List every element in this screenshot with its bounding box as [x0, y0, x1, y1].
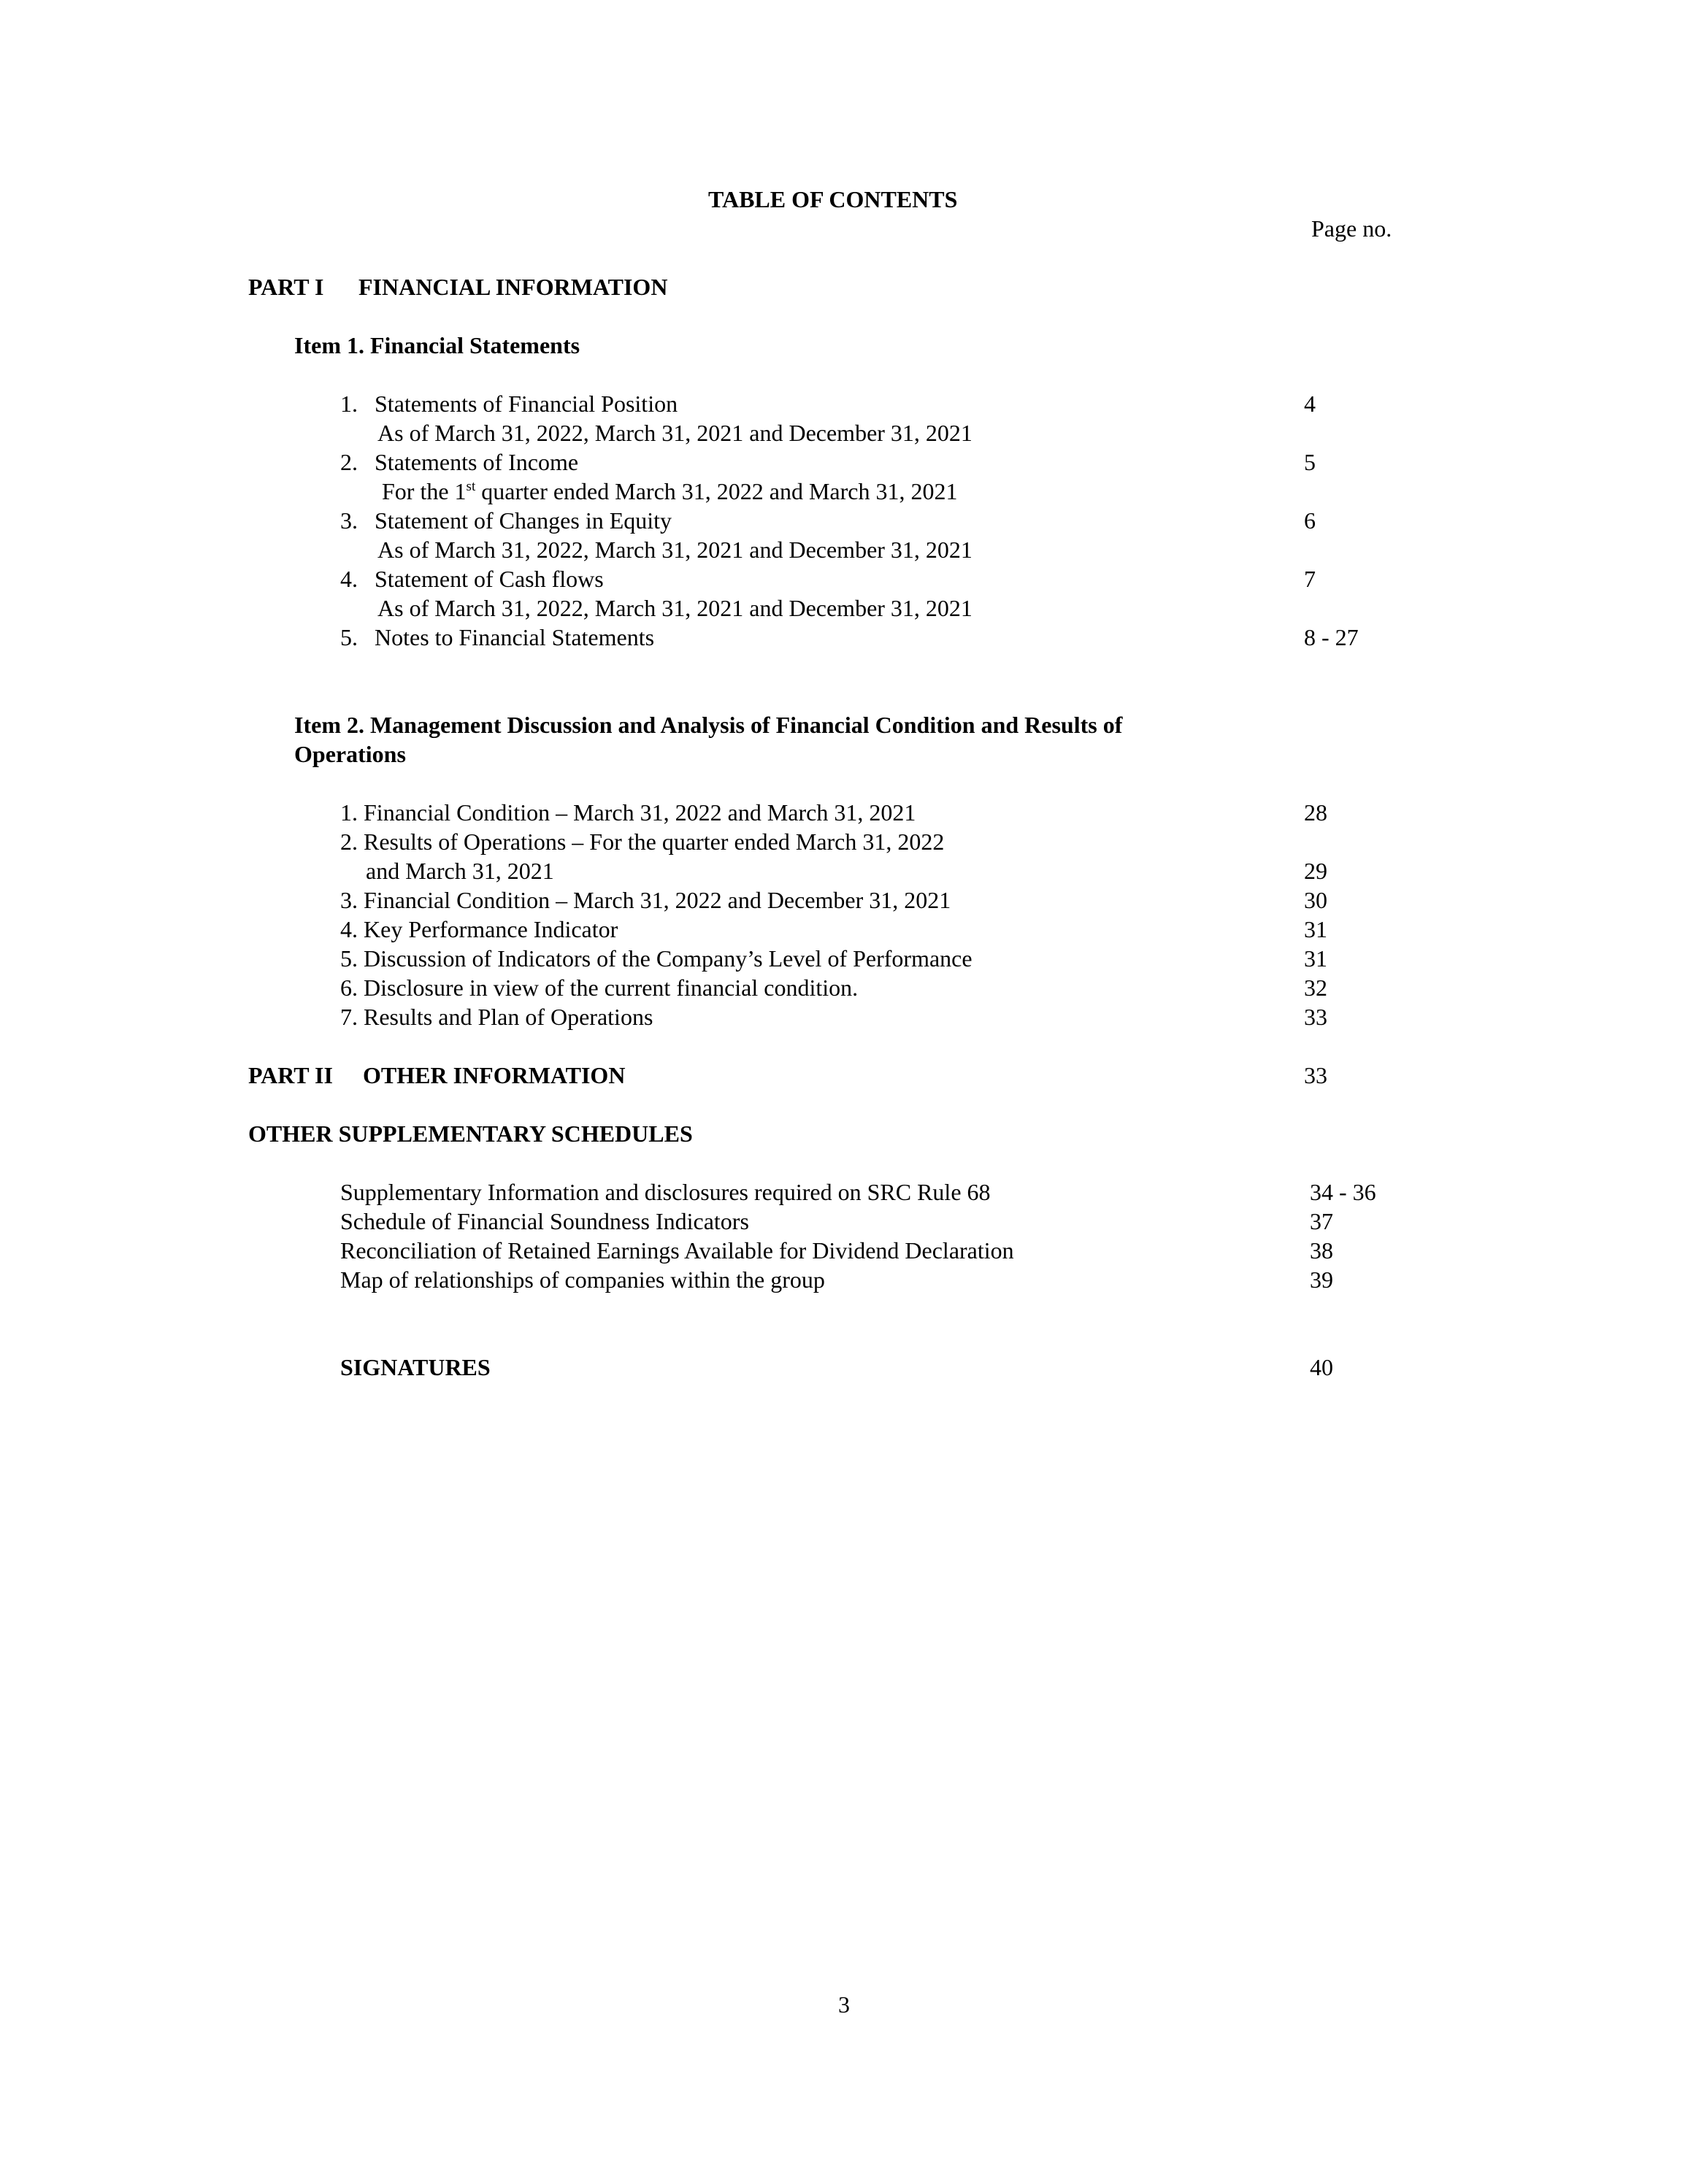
entry-page: 31 — [1304, 945, 1327, 972]
entry-text: 3. Financial Condition – March 31, 2022 and December 31, 2021 — [340, 887, 951, 913]
entry-subtitle-suffix: quarter ended March 31, 2022 and March 31, 2021 — [475, 478, 958, 504]
entry-page: 28 — [1304, 799, 1327, 826]
entry-text: 2. Results of Operations – For the quarter ended March 31, 2022 — [340, 828, 945, 855]
entry-page: 8 - 27 — [1304, 624, 1359, 650]
entry-page: 4 — [1304, 391, 1316, 417]
part2-label: PART II — [248, 1062, 333, 1088]
entry-text: 4. Key Performance Indicator — [340, 916, 618, 942]
item2-heading-line2: Operations — [294, 741, 406, 767]
entry-title: Statements of Financial Position — [375, 391, 678, 417]
item1-heading: Item 1. Financial Statements — [294, 332, 580, 358]
part1-label: PART I — [248, 274, 324, 300]
entry-page: 30 — [1304, 887, 1327, 913]
entry-text: Schedule of Financial Soundness Indicators — [340, 1208, 749, 1234]
part1-title: FINANCIAL INFORMATION — [358, 274, 668, 300]
entry-subtitle-prefix: For the 1 — [382, 478, 467, 504]
page-number: 3 — [838, 1991, 850, 2018]
toc-title: TABLE OF CONTENTS — [708, 186, 958, 212]
part2-title: OTHER INFORMATION — [363, 1062, 626, 1088]
item2-heading-line1: Item 2. Management Discussion and Analysis of Financial Condition and Results of — [294, 712, 1123, 738]
entry-page: 5 — [1304, 449, 1316, 475]
entry-subtitle — [382, 480, 957, 503]
entry-number: 1. — [340, 391, 358, 417]
entry-page: 34 - 36 — [1310, 1179, 1376, 1205]
page-no-header: Page no. — [1311, 215, 1392, 242]
entry-continuation: and March 31, 2021 — [366, 858, 554, 884]
entry-page: 32 — [1304, 974, 1327, 1001]
part2-page: 33 — [1304, 1062, 1327, 1088]
entry-number: 5. — [340, 624, 358, 650]
signatures-label: SIGNATURES — [340, 1354, 491, 1380]
entry-title: Statement of Cash flows — [375, 566, 604, 592]
entry-text: 5. Discussion of Indicators of the Company’s Level of Performance — [340, 945, 972, 972]
entry-subtitle: As of March 31, 2022, March 31, 2021 and December 31, 2021 — [377, 420, 972, 446]
supplementary-heading: OTHER SUPPLEMENTARY SCHEDULES — [248, 1120, 693, 1147]
entry-text: 6. Disclosure in view of the current financial condition. — [340, 974, 859, 1001]
entry-title: Statements of Income — [375, 449, 579, 475]
entry-page: 29 — [1304, 858, 1327, 884]
entry-number: 4. — [340, 566, 358, 592]
entry-page: 37 — [1310, 1208, 1333, 1234]
entry-text: Supplementary Information and disclosures required on SRC Rule 68 — [340, 1179, 991, 1205]
entry-page: 38 — [1310, 1237, 1333, 1264]
entry-number: 2. — [340, 449, 358, 475]
entry-text: 1. Financial Condition – March 31, 2022 and March 31, 2021 — [340, 799, 916, 826]
entry-text: Map of relationships of companies within the group — [340, 1266, 825, 1293]
entry-text: Reconciliation of Retained Earnings Available for Dividend Declaration — [340, 1237, 1014, 1264]
entry-subtitle: As of March 31, 2022, March 31, 2021 and December 31, 2021 — [377, 537, 972, 563]
entry-page: 31 — [1304, 916, 1327, 942]
entry-subtitle: As of March 31, 2022, March 31, 2021 and December 31, 2021 — [377, 595, 972, 621]
entry-title: Statement of Changes in Equity — [375, 507, 672, 534]
entry-text: 7. Results and Plan of Operations — [340, 1004, 653, 1030]
entry-page: 33 — [1304, 1004, 1327, 1030]
entry-title: Notes to Financial Statements — [375, 624, 655, 650]
entry-page: 7 — [1304, 566, 1316, 592]
signatures-page: 40 — [1310, 1354, 1333, 1380]
ordinal-superscript: st — [466, 479, 476, 494]
entry-page: 6 — [1304, 507, 1316, 534]
entry-page: 39 — [1310, 1266, 1333, 1293]
entry-number: 3. — [340, 507, 358, 534]
